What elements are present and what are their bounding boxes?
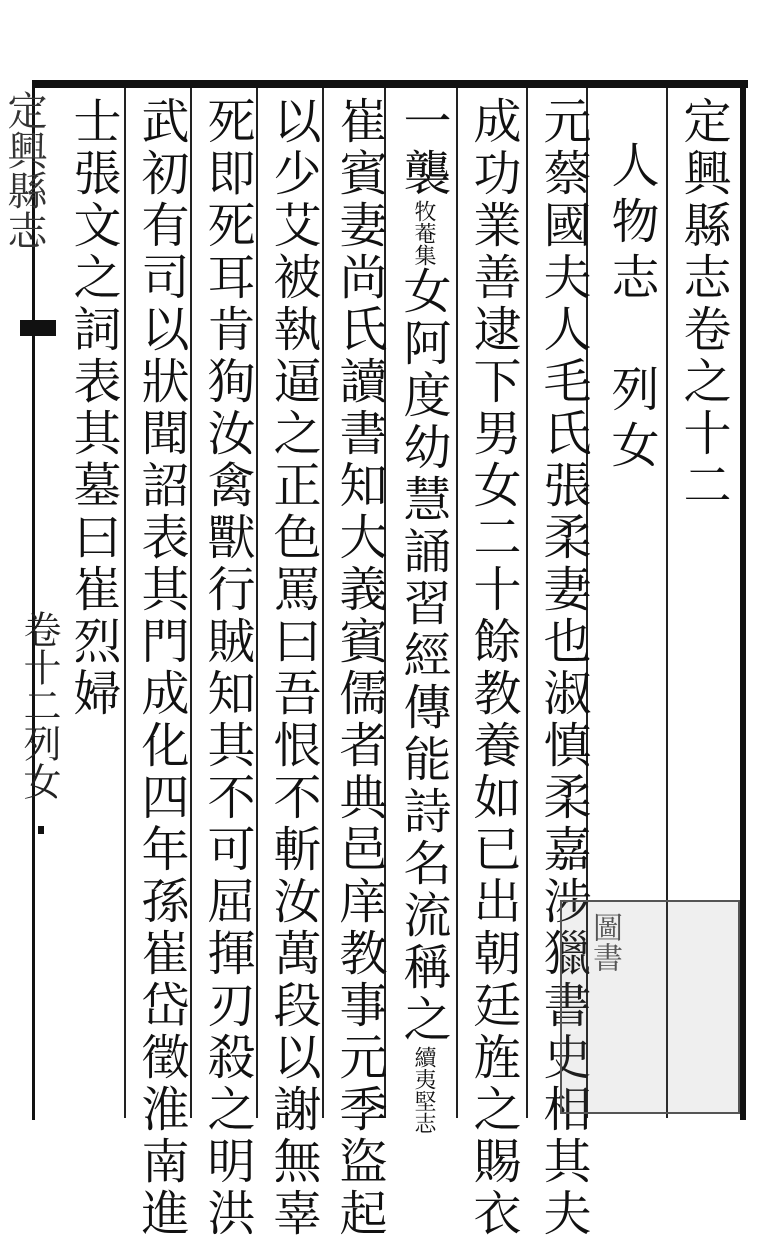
text-line-1: 元蔡國夫人毛氏張柔妻也淑慎柔嘉涉獵書史相其夫	[535, 96, 591, 1240]
annotation-xuyi-a: 續夷	[411, 1046, 436, 1090]
text-line-3-start: 一襲	[395, 96, 451, 200]
column-rule	[456, 88, 458, 1118]
text-line-4: 崔賓妻尚氏讀書知大義賓儒者典邑庠教事元季盜起	[331, 96, 387, 1240]
text-line-5: 以少艾被執逼之正色罵曰吾恨不斬汝萬段以謝無辜	[265, 96, 321, 1240]
text-line-6: 死即死耳肯狥汝禽獸行賊知其不可屈揮刃殺之明洪	[199, 96, 255, 1240]
text-line-8: 士張文之詞表其墓曰崔烈婦	[65, 96, 121, 720]
section-heading: 人物志 列女	[603, 140, 659, 476]
annotation-muan	[412, 200, 434, 266]
page-frame-top	[32, 80, 748, 88]
annotation-muan-a: 牧菴	[411, 200, 436, 244]
text-line-3	[392, 96, 454, 1134]
annotation-xuyi	[412, 1046, 434, 1134]
annotation-muan-b: 集	[411, 244, 436, 266]
text-line-3-body: 女阿度幼慧誦習經傳能詩名流稱之	[395, 266, 451, 1046]
fish-tail-mark	[20, 320, 56, 336]
page-frame-right	[740, 80, 746, 1120]
margin-edge	[0, 90, 61, 1130]
text-line-7: 武初有司以狀聞詔表其門成化四年孫崔岱徵淮南進	[133, 96, 189, 1240]
margin-edge-fragment: 卷十二列女	[17, 610, 61, 800]
library-seal-stamp	[560, 900, 740, 1114]
column-rule	[526, 88, 528, 1118]
annotation-xuyi-b: 堅志	[411, 1090, 436, 1134]
column-rule	[124, 88, 126, 1118]
seal-text: 圖書	[587, 912, 622, 972]
margin-dot	[38, 826, 44, 834]
text-line-2: 成功業善逮下男女二十餘教養如已出朝廷旌之賜衣	[465, 96, 521, 1240]
page-title: 定興縣志卷之十二	[675, 96, 731, 512]
margin-edge-title: 定興縣志	[1, 90, 47, 250]
